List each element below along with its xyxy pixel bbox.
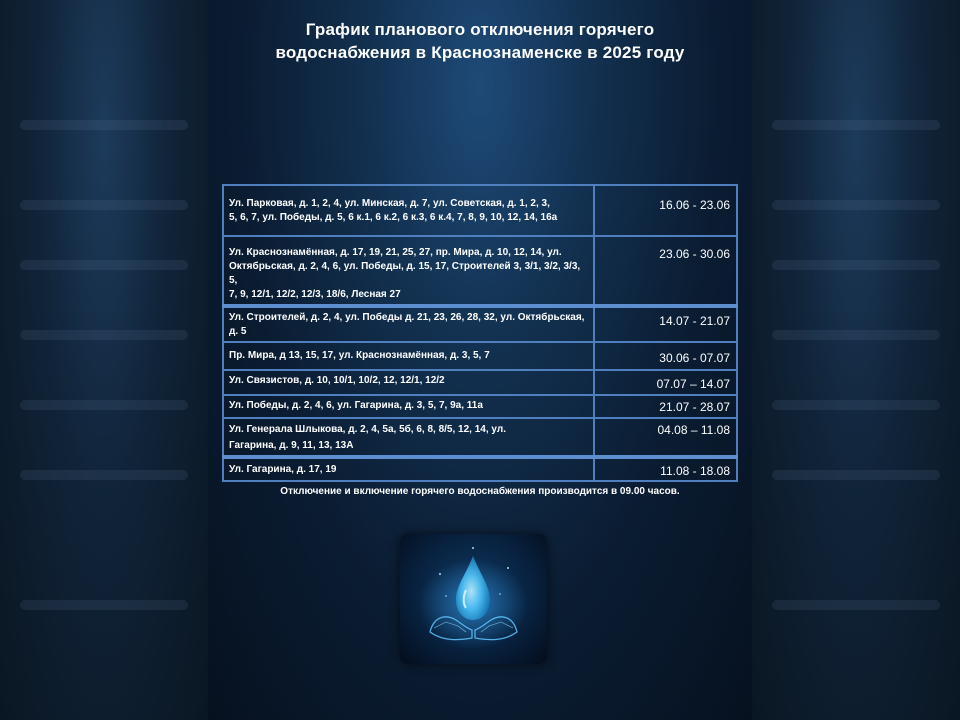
date-cell: 23.06 - 30.06 bbox=[594, 236, 737, 306]
table-row bbox=[223, 370, 737, 395]
address-cell: Ул. Гагарина, д. 17, 19 bbox=[223, 457, 594, 481]
table-row bbox=[223, 306, 737, 342]
address-cell: Пр. Мира, д 13, 15, 17, ул. Краснознамённая, д. 3, 5, 7 bbox=[223, 342, 594, 370]
date-cell: 11.08 - 18.08 bbox=[594, 457, 737, 481]
date-cell: 16.06 - 23.06 bbox=[594, 185, 737, 236]
blurred-background-right bbox=[752, 0, 960, 720]
time-note: Отключение и включение горячего водоснабжения производится в 09.00 часов. bbox=[280, 486, 680, 497]
address-cell: Ул. Победы, д. 2, 4, 6, ул. Гагарина, д. 3, 5, 7, 9а, 11а bbox=[223, 395, 594, 418]
blurred-background-left bbox=[0, 0, 208, 720]
table-row bbox=[223, 395, 737, 418]
title-line-1: График планового отключения горячего bbox=[305, 20, 655, 39]
page-title bbox=[208, 18, 752, 64]
title-line-2: водоснабжения в Краснознаменске в 2025 году bbox=[275, 43, 685, 62]
address-cell: Ул. Генерала Шлыкова, д. 2, 4, 5а, 5б, 6, 8, 8/5, 12, 14, ул. Гагарина, д. 9, 11, 13, 13А bbox=[223, 418, 594, 457]
water-drop-in-hands-icon bbox=[400, 534, 547, 664]
table-row bbox=[223, 236, 737, 306]
table-row bbox=[223, 185, 737, 236]
address-cell: Ул. Строителей, д. 2, 4, ул. Победы д. 21, 23, 26, 28, 32, ул. Октябрьская, д. 5 bbox=[223, 306, 594, 342]
date-cell: 14.07 - 21.07 bbox=[594, 306, 737, 342]
address-cell: Ул. Связистов, д. 10, 10/1, 10/2, 12, 12/1, 12/2 bbox=[223, 370, 594, 395]
date-cell: 07.07 – 14.07 bbox=[594, 370, 737, 395]
schedule-table bbox=[222, 184, 738, 482]
address-cell: Ул. Краснознамённая, д. 17, 19, 21, 25, 27, пр. Мира, д. 10, 12, 14, ул. Октябрьская, д. 2, 4, 6, ул. Победы, д. 15, 17, Строителей 3, 3/1, 3/2, 3/3, 5, 7, 9, 12/1, 12/2, 12/3, 18/6, Лесная 27 bbox=[223, 236, 594, 306]
address-cell: Ул. Парковая, д. 1, 2, 4, ул. Минская, д. 7, ул. Советская, д. 1, 2, 3, 5, 6, 7, ул. Победы, д. 5, 6 к.1, 6 к.2, 6 к.3, 6 к.4, 7, 8, 9, 10, 12, 14, 16а bbox=[223, 185, 594, 236]
date-cell: 04.08 – 11.08 bbox=[594, 418, 737, 457]
table-row bbox=[223, 342, 737, 370]
table-row bbox=[223, 457, 737, 481]
date-cell: 21.07 - 28.07 bbox=[594, 395, 737, 418]
schedule-poster bbox=[208, 0, 752, 720]
water-illustration bbox=[400, 534, 547, 664]
date-cell: 30.06 - 07.07 bbox=[594, 342, 737, 370]
table-row bbox=[223, 418, 737, 457]
